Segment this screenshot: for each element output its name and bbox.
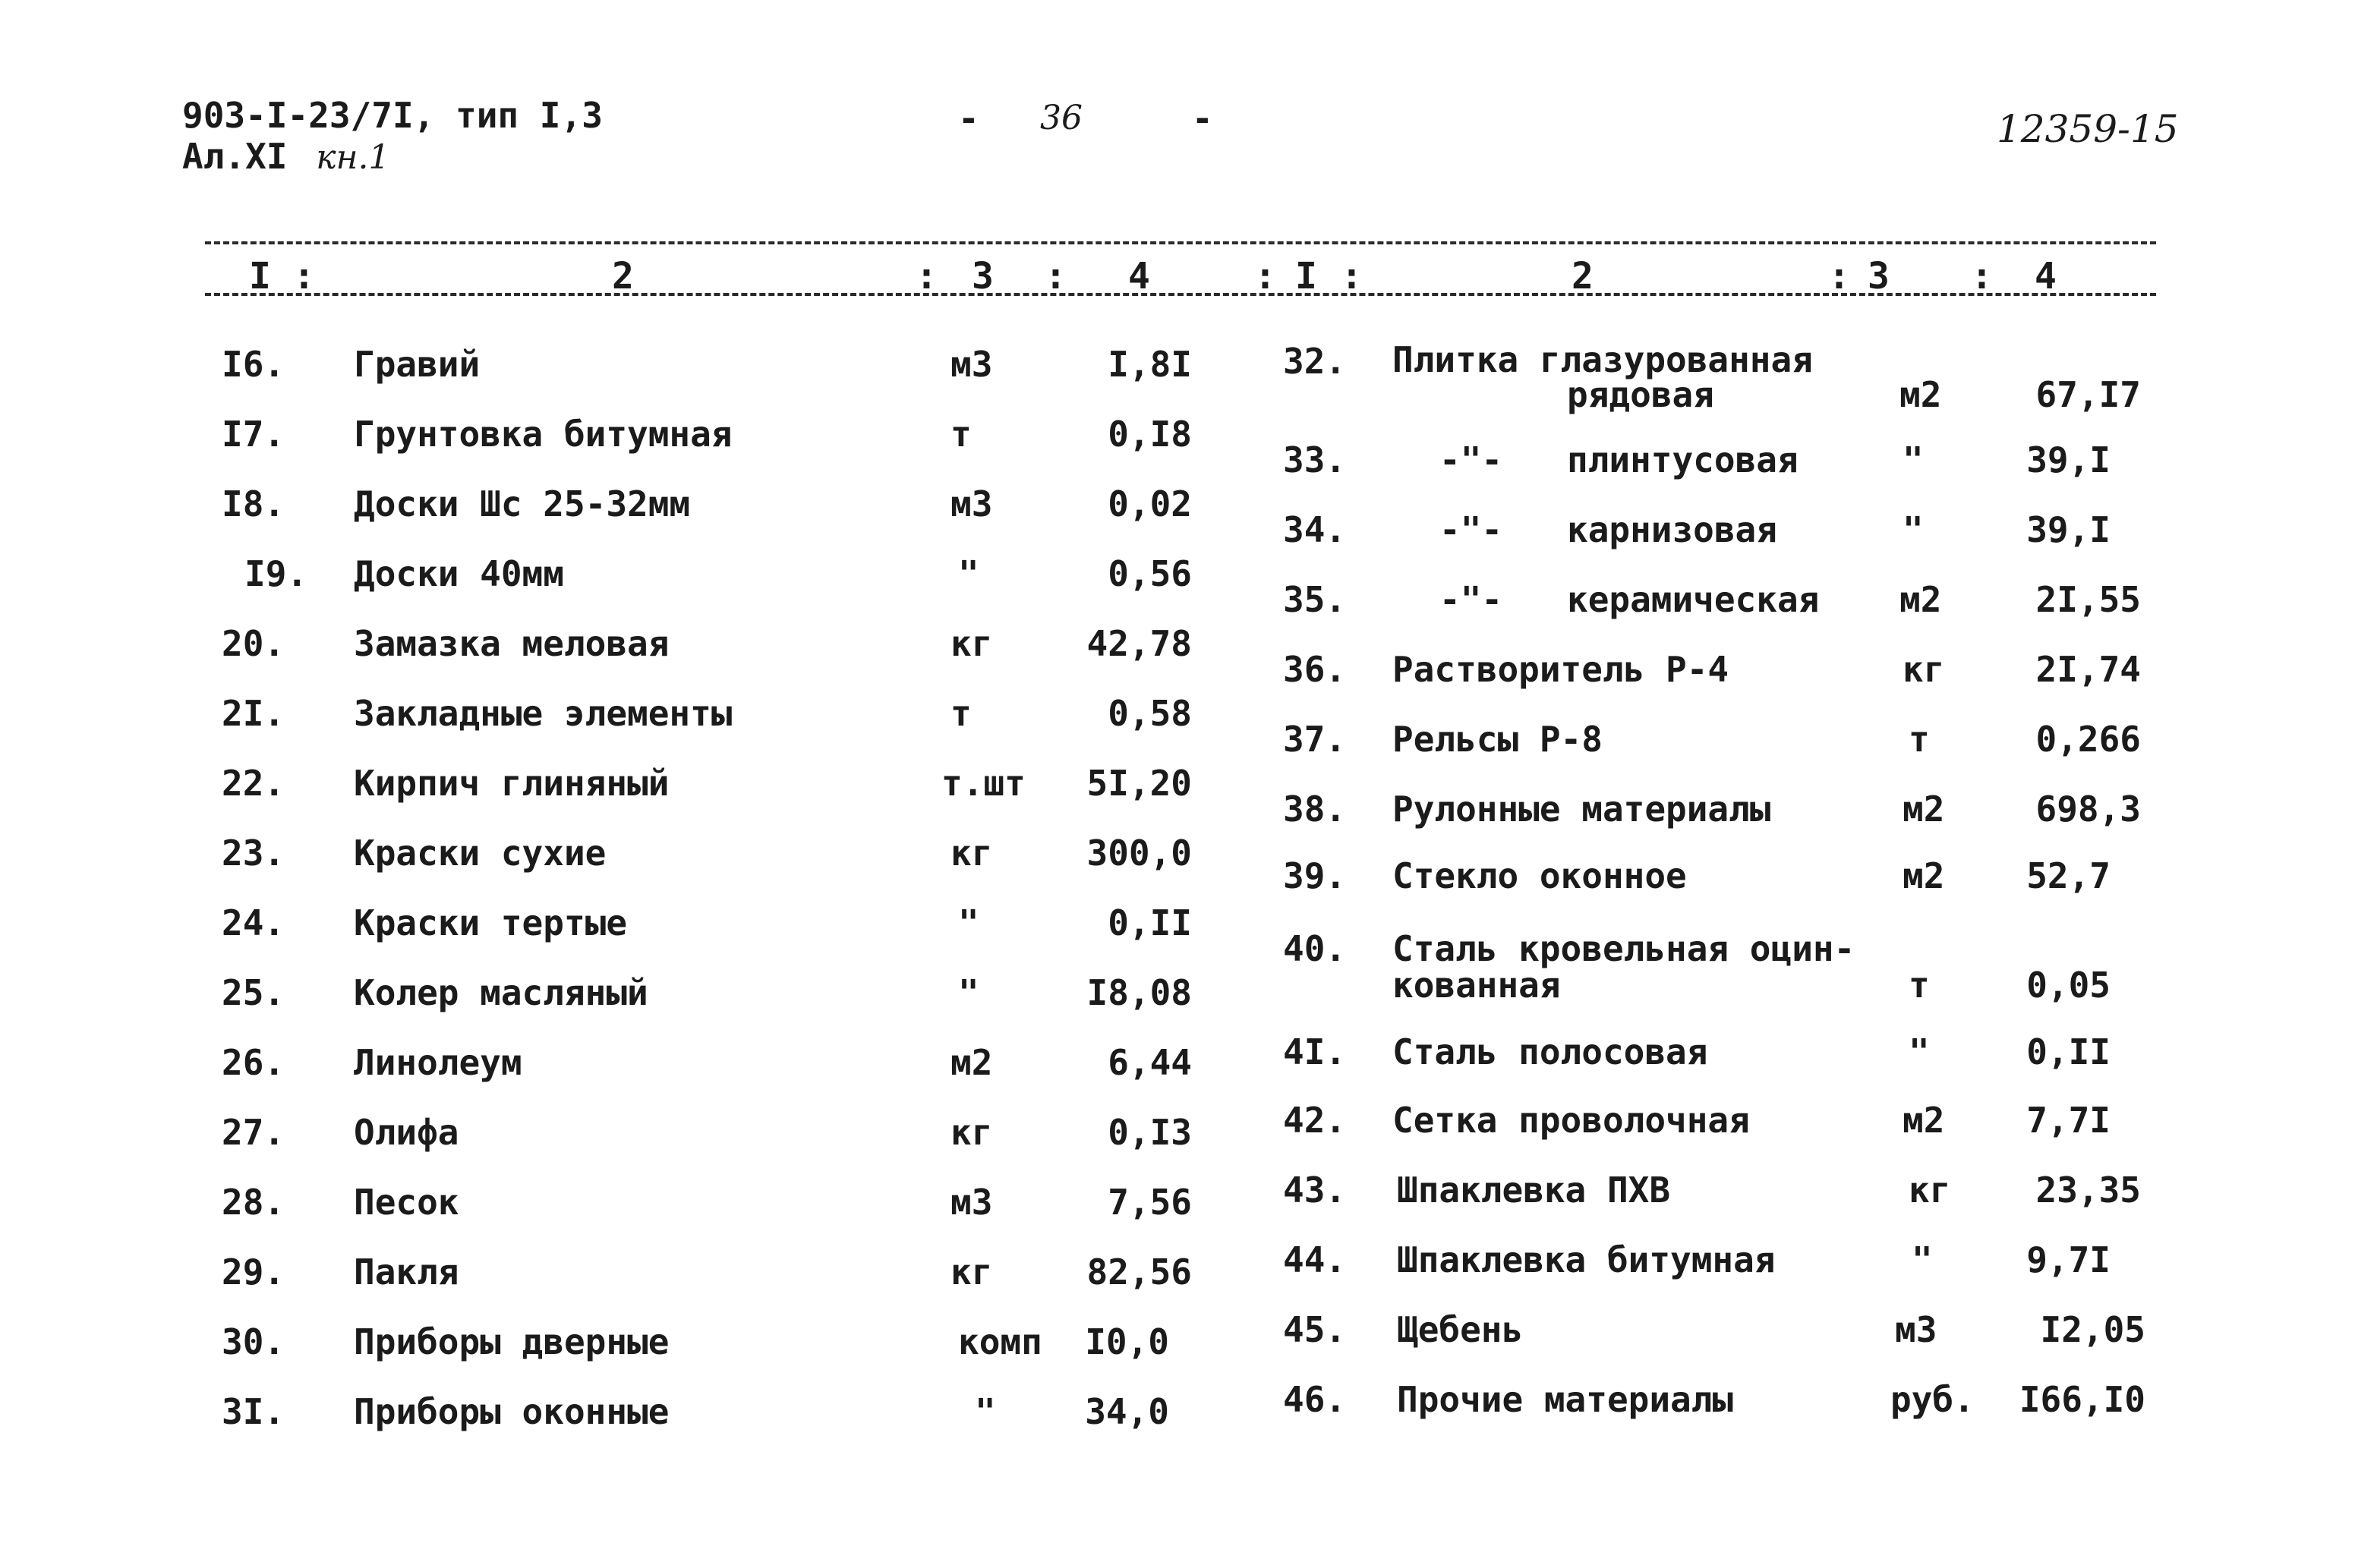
header-rule-bottom	[205, 293, 2156, 296]
quantity: 0,I3	[1108, 1112, 1192, 1153]
quantity: 39,I	[2026, 439, 2111, 480]
material-name: Шпаклевка ПХВ	[1397, 1170, 1671, 1211]
col-separator: :	[1254, 255, 1276, 298]
material-name: Шпаклевка битумная	[1397, 1239, 1776, 1280]
quantity: 698,3	[2035, 789, 2141, 830]
quantity: 52,7	[2026, 855, 2111, 896]
row-number: 20.	[222, 623, 285, 664]
page-dash-left: -	[958, 98, 979, 139]
row-number: I6.	[222, 344, 285, 385]
material-name: Стекло оконное	[1392, 855, 1687, 896]
archive-number: 12359-15	[1997, 107, 2179, 151]
material-name: Сталь полосовая	[1392, 1031, 1708, 1072]
row-number: 26.	[222, 1042, 285, 1083]
row-number: 43.	[1283, 1170, 1347, 1211]
material-name: Замазка меловая	[354, 623, 670, 664]
page-number: 36	[1040, 99, 1083, 137]
unit: м3	[1895, 1309, 1937, 1350]
unit: кг	[1903, 649, 1945, 690]
quantity: I0,0	[1085, 1321, 1169, 1362]
album-number: Ал.XI	[182, 136, 288, 177]
material-name: Доски Шс 25-32мм	[354, 483, 691, 524]
quantity: 2I,74	[2035, 649, 2141, 690]
quantity: 42,78	[1086, 623, 1192, 664]
col-left-2: 2	[612, 255, 634, 298]
quantity: 300,0	[1086, 833, 1192, 874]
header-rule-top	[205, 241, 2156, 244]
unit: "	[1903, 439, 1924, 480]
quantity: 2I,55	[2035, 579, 2141, 620]
col-separator: :	[916, 255, 938, 298]
unit: "	[1912, 1239, 1933, 1280]
row-number: 27.	[222, 1112, 285, 1153]
col-separator: :	[1828, 255, 1850, 298]
quantity: 39,I	[2026, 509, 2111, 550]
row-number: 32.	[1283, 341, 1347, 382]
row-number: 3I.	[222, 1391, 285, 1432]
unit: м2	[950, 1042, 993, 1083]
row-number: 2I.	[222, 693, 285, 734]
quantity: 0,II	[1108, 902, 1192, 943]
col-left-4: 4	[1128, 255, 1150, 298]
col-right-2: 2	[1572, 255, 1594, 298]
quantity: 82,56	[1086, 1252, 1192, 1292]
unit: кг	[1909, 1170, 1951, 1211]
material-name: Прочие материалы	[1397, 1379, 1734, 1420]
quantity: 6,44	[1108, 1042, 1192, 1083]
quantity: 34,0	[1085, 1391, 1169, 1432]
unit: т.шт	[941, 763, 1026, 804]
material-name: Песок	[354, 1182, 459, 1223]
material-name-continued: рядовая	[1567, 374, 1714, 415]
row-number: 39.	[1283, 855, 1347, 896]
unit: т	[950, 693, 972, 734]
unit: т	[950, 414, 972, 455]
col-separator: :	[293, 255, 315, 298]
document-code: 903-I-23/7I, тип I,3	[182, 95, 603, 136]
unit: руб.	[1890, 1379, 1975, 1420]
unit: "	[958, 553, 979, 594]
unit: кг	[950, 623, 993, 664]
unit: м3	[950, 483, 993, 524]
material-name: Рельсы Р-8	[1392, 719, 1603, 760]
ditto-mark: -"-	[1439, 439, 1503, 480]
unit: м2	[1903, 855, 1945, 896]
unit: кг	[950, 833, 993, 874]
row-number: 28.	[222, 1182, 285, 1223]
quantity: 67,I7	[2035, 374, 2141, 415]
material-name: Гравий	[354, 344, 481, 385]
col-left-1: I	[249, 255, 271, 298]
row-number: 4I.	[1283, 1031, 1347, 1072]
handwritten-book-note: кн.1	[316, 138, 390, 177]
unit: м3	[950, 344, 993, 385]
row-number: 29.	[222, 1252, 285, 1292]
material-name-continued: кованная	[1392, 965, 1561, 1006]
unit: кг	[950, 1252, 993, 1292]
quantity: 0,I8	[1108, 414, 1192, 455]
material-name: Сетка проволочная	[1392, 1100, 1750, 1141]
quantity: 5I,20	[1086, 763, 1192, 804]
material-name: Рулонные материалы	[1392, 789, 1771, 830]
unit: м2	[1903, 1100, 1945, 1141]
col-left-3: 3	[972, 255, 994, 298]
row-number: 33.	[1283, 439, 1347, 480]
ditto-mark: -"-	[1439, 579, 1503, 620]
ditto-mark: -"-	[1439, 509, 1503, 550]
unit: "	[975, 1391, 996, 1432]
album-label	[182, 137, 389, 178]
quantity: I66,I0	[2019, 1379, 2145, 1420]
row-number: 35.	[1283, 579, 1347, 620]
quantity: 7,56	[1108, 1182, 1192, 1223]
col-right-4: 4	[2035, 255, 2057, 298]
material-name: Растворитель Р-4	[1392, 649, 1729, 690]
material-name: Колер масляный	[354, 972, 648, 1013]
material-name: Сталь кровельная оцин-	[1392, 928, 1855, 969]
unit: "	[1903, 509, 1924, 550]
row-number: I8.	[222, 483, 285, 524]
unit: "	[1909, 1031, 1930, 1072]
unit: кг	[950, 1112, 993, 1153]
material-name: Линолеум	[354, 1042, 522, 1083]
page-dash-right: -	[1192, 98, 1213, 139]
quantity: 0,56	[1108, 553, 1192, 594]
row-number: 24.	[222, 902, 285, 943]
col-separator: :	[1045, 255, 1067, 298]
row-number: 38.	[1283, 789, 1347, 830]
unit: т	[1909, 965, 1930, 1006]
quantity: 23,35	[2035, 1170, 2141, 1211]
quantity: 0,58	[1108, 693, 1192, 734]
material-name: Краски сухие	[354, 833, 607, 874]
quantity: 0,II	[2026, 1031, 2111, 1072]
col-right-1: I	[1295, 255, 1317, 298]
row-number: 30.	[222, 1321, 285, 1362]
row-number: 25.	[222, 972, 285, 1013]
material-name: Закладные элементы	[354, 693, 733, 734]
material-name: Плитка глазурованная	[1392, 339, 1813, 380]
unit: т	[1909, 719, 1930, 760]
row-number: 36.	[1283, 649, 1347, 690]
unit: "	[958, 902, 979, 943]
material-name: Приборы дверные	[354, 1321, 670, 1362]
row-number: 44.	[1283, 1239, 1347, 1280]
quantity: 9,7I	[2026, 1239, 2111, 1280]
row-number: 46.	[1283, 1379, 1347, 1420]
quantity: I,8I	[1108, 344, 1192, 385]
material-name: Щебень	[1397, 1309, 1524, 1350]
unit: м2	[1903, 789, 1945, 830]
row-number: 37.	[1283, 719, 1347, 760]
material-name: Олифа	[354, 1112, 459, 1153]
quantity: 0,05	[2026, 965, 2111, 1006]
unit: "	[958, 972, 979, 1013]
col-separator: :	[1341, 255, 1363, 298]
material-name: керамическая	[1567, 579, 1820, 620]
unit: м3	[950, 1182, 993, 1223]
material-name: Пакля	[354, 1252, 459, 1292]
quantity: I8,08	[1086, 972, 1192, 1013]
material-name: карнизовая	[1567, 509, 1777, 550]
col-separator: :	[1971, 255, 1993, 298]
unit: м2	[1899, 374, 1942, 415]
material-name: Доски 40мм	[354, 553, 564, 594]
row-number: I9.	[244, 553, 308, 594]
row-number: 45.	[1283, 1309, 1347, 1350]
material-name: Приборы оконные	[354, 1391, 670, 1432]
row-number: 34.	[1283, 509, 1347, 550]
material-name: плинтусовая	[1567, 439, 1799, 480]
material-name: Краски тертые	[354, 902, 628, 943]
quantity: 0,266	[2035, 719, 2141, 760]
quantity: I2,05	[2040, 1309, 2145, 1350]
row-number: I7.	[222, 414, 285, 455]
col-right-3: 3	[1868, 255, 1890, 298]
quantity: 7,7I	[2026, 1100, 2111, 1141]
quantity: 0,02	[1108, 483, 1192, 524]
row-number: 40.	[1283, 928, 1347, 969]
material-name: Кирпич глиняный	[354, 763, 670, 804]
row-number: 22.	[222, 763, 285, 804]
material-name: Грунтовка битумная	[354, 414, 733, 455]
row-number: 42.	[1283, 1100, 1347, 1141]
unit: м2	[1899, 579, 1942, 620]
unit: комп	[958, 1321, 1042, 1362]
row-number: 23.	[222, 833, 285, 874]
